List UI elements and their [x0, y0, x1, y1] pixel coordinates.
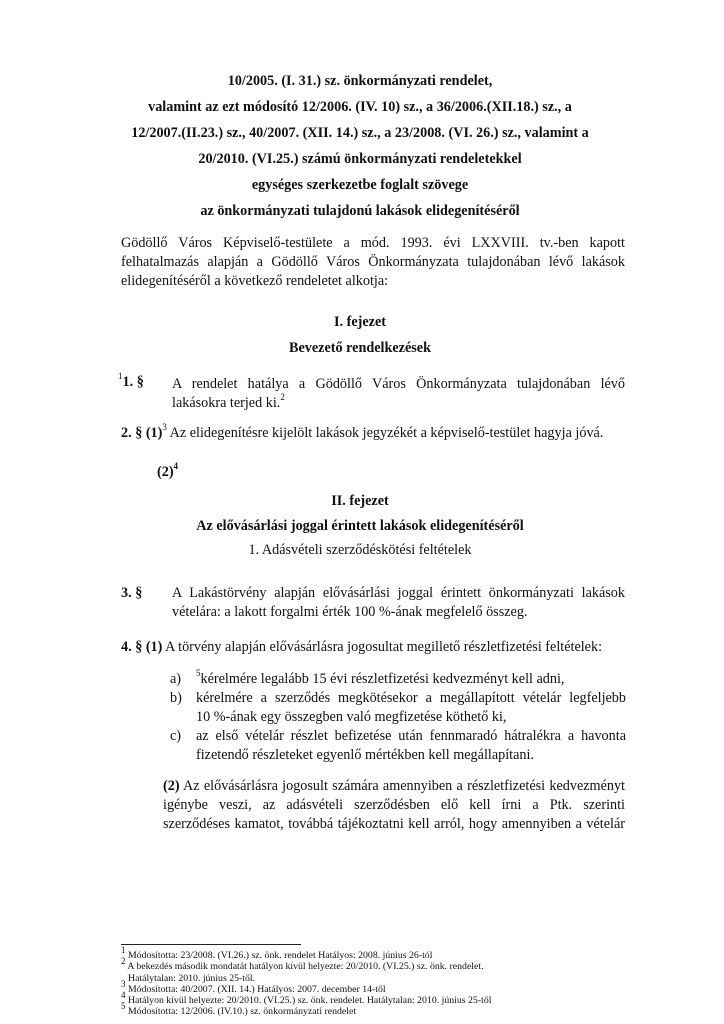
section-3-line: vételára: a lakott forgalmi érték 100 %-ának megfelelő összeg. — [172, 604, 528, 620]
section-2 — [121, 424, 603, 443]
document-page: 10/2005. (I. 31.) sz. önkormányzati rendelet, valamint az ezt módosító 12/2006. (IV. 10) sz., a 36/2006.(XII.18.) sz., a 12/2007.(II.23.) sz., 40/2007. (XII. 14.) sz., a 23/2008. (VI. 26.) sz., valamint a 20/2010. (VI.25.) számú önkormányzati rendeletekkel egységes szerkezetbe foglalt szövege az önkormányzati tulajdonú lakások elidegenítéséről Gödöllő Város Képviselő-testülete a mód. 1993. évi LXXVIII. tv.-ben kapott felhatalmazás alapján a Gödöllő Város Önkormányzata tulajdonában lévő lakások elidegenítéséről a következő rendeletet alkotja: I. fejezet Bevezető rendelkezések $^1$1. § A rendelet hatálya a Gödöllő Város Önkormányzata tulajdonában lévő lakásokra terjed ki.$^2$ 2. § $(1)^3$ Az elidegenítésre kijelölt lakások jegyzékét a képviselő-testület hagyja jóvá. $(2)^4$ II. fejezet Az elővásárlási joggal érintett lakások elidegenítéséről 1. Adásvételi szerződéskötési feltételek 3. § A Lakástörvény alapján elővásárlási joggal érintett önkormányzati lakások vételára: a lakott forgalmi érték 100 %-ának megfelelő összeg. 4. § (1) A törvény alapján elővásárlásra jogosultat megillető részletfizetési feltételek: a) $^5$kérelmére legalább 15 évi részletfizetési kedvezményt kell adni, b) kérelmére a szerződés megkötésekor a megállapított vételár legfeljebb 10 %-ának egy összegben való megfizetése köthető ki, c) az első vételár részlet befizetése után fennmaradó hátralékra a havonta fizetendő részleteket egyenlő mértékben kell megállapítani. (2) Az elővásárlásra jogosult számára amennyiben a részletfizetési kedvezményt igénybe veszi, az adásvételi szerződésben elő kell írni a Ptk. szerinti szerződéses kamatot, továbbá tájékoztatni kell arról, hogy amennyiben a vételár $^1$ Módosította: 23/2008. (VI.26.) sz. önk. rendelet Hatályos: 2008. június 26-tól $^2$ A bekezdés második mondatát hatályon kívül helyezte: 20/2010. (VI.25.) sz. önk. rendelet. Hatálytalan: 2010. június 25-től. $^3$ Módosította: 40/2007. (XII. 14.) Hatályos: 2007. december 14-től $^4$ Hatályon kívül helyezte: 20/2010. (VI.25.) sz. önk. rendelet. Hatálytalan: 2010. június 25-től $^5$ Módosította: 12/2006. (IV.10.) sz. önkormányzati rendelet — [0, 0, 724, 1024]
list-marker: b) — [170, 690, 182, 706]
footnote-ref: 4 — [173, 461, 179, 472]
section-2-text: Az elidegenítésre kijelölt lakások jegyzékét a képviselő-testület hagyja jóvá. — [166, 425, 604, 441]
footnote-divider — [121, 944, 301, 945]
footnote-2-continued: Hatálytalan: 2010. június 25-től. — [128, 972, 256, 984]
section-4-paragraph-2: (2) Az elővásárlásra jogosult számára amennyiben a részletfizetési kedvezményt igénybe veszi, az adásvételi szerződésben elő kell írni a Ptk. szerinti szerződéses kamatot, továbbá tájékoztatni kell arról, hogy amennyiben a vételár — [163, 778, 625, 832]
footnote-1: $^1$ Módosította: 23/2008. (VI.26.) sz. önk. rendelet Hatályos: 2008. június 26-tól — [121, 944, 433, 961]
preamble-line: elidegenítéséről a következő rendeletet alkotja: — [121, 273, 389, 289]
section-3-line: A Lakástörvény alapján elővásárlási joggal érintett önkormányzati lakások — [172, 585, 625, 601]
chapter1-label: I. fejezet — [334, 314, 386, 330]
title-line: az önkormányzati tulajdonú lakások elidegenítéséről — [200, 203, 520, 219]
section-1-line: A rendelet hatálya a Gödöllő Város Önkormányzata tulajdonában lévő — [172, 376, 625, 392]
section-3-text — [172, 584, 625, 622]
chapter1-title: Bevezető rendelkezések — [289, 340, 431, 356]
preamble-line: felhatalmazás alapján a Gödöllő Város Önkormányzata tulajdonában lévő lakások — [121, 254, 625, 270]
document-title — [110, 68, 610, 224]
footnote-ref: 2 — [280, 392, 285, 403]
title-line: 20/2010. (VI.25.) számú önkormányzati rendeletekkel — [198, 151, 522, 167]
list-marker: c) — [170, 728, 182, 744]
chapter2-title: Az elővásárlási joggal érintett lakások elidegenítéséről — [196, 518, 524, 534]
section-4-number: 4. § (1) — [121, 639, 163, 655]
footnotes — [121, 944, 631, 1018]
chapter2-label: II. fejezet — [331, 493, 389, 509]
footnote-4: $^4$ Hatályon kívül helyezte: 20/2010. (VI.25.) sz. önk. rendelet. Hatálytalan: 2010. június 25-től — [121, 989, 492, 1007]
footnote-2: $^2$ A bekezdés második mondatát hatályon kívül helyezte: 20/2010. (VI.25.) sz. önk. rendelet. — [121, 956, 484, 973]
footnote-ref: 1 — [118, 371, 123, 382]
footnote-3: $^3$ Módosította: 40/2007. (XII. 14.) Hatályos: 2007. december 14-től — [121, 978, 386, 995]
title-line: 12/2007.(II.23.) sz., 40/2007. (XII. 14.) sz., a 23/2008. (VI. 26.) sz., valamint a — [131, 125, 589, 141]
section-1-text — [172, 375, 625, 413]
title-line: 10/2005. (I. 31.) sz. önkormányzati rendelet, — [227, 73, 493, 89]
footnote-ref: 3 — [162, 422, 167, 433]
section-1-number: $^1$1. § — [118, 371, 144, 390]
section-4-text: A törvény alapján elővásárlásra jogosultat megillető részletfizetési feltételek: — [162, 639, 603, 655]
footnote-ref: 5 — [196, 668, 201, 679]
preamble-line: Gödöllő Város Képviselő-testülete a mód. 1993. évi LXXVIII. tv.-ben kapott — [121, 235, 625, 251]
chapter2-subtitle: 1. Adásvételi szerződéskötési feltételek — [248, 542, 472, 558]
title-line: valamint az ezt módosító 12/2006. (IV. 10) sz., a 36/2006.(XII.18.) sz., a — [148, 99, 572, 115]
title-line: egységes szerkezetbe foglalt szövege — [251, 177, 469, 193]
preamble — [121, 234, 625, 291]
section-3-number: 3. § — [121, 585, 143, 601]
section-1-line: lakásokra terjed ki.$^2$ — [172, 392, 285, 411]
list-marker: a) — [170, 671, 182, 687]
section-4 — [121, 638, 602, 657]
section-2-number: 2. § (1) — [121, 425, 163, 441]
footnote-5: $^5$ Módosította: 12/2006. (IV.10.) sz. önkormányzati rendelet — [121, 1001, 357, 1018]
section-2-paragraph-2: $(2)^4$ — [157, 461, 179, 480]
